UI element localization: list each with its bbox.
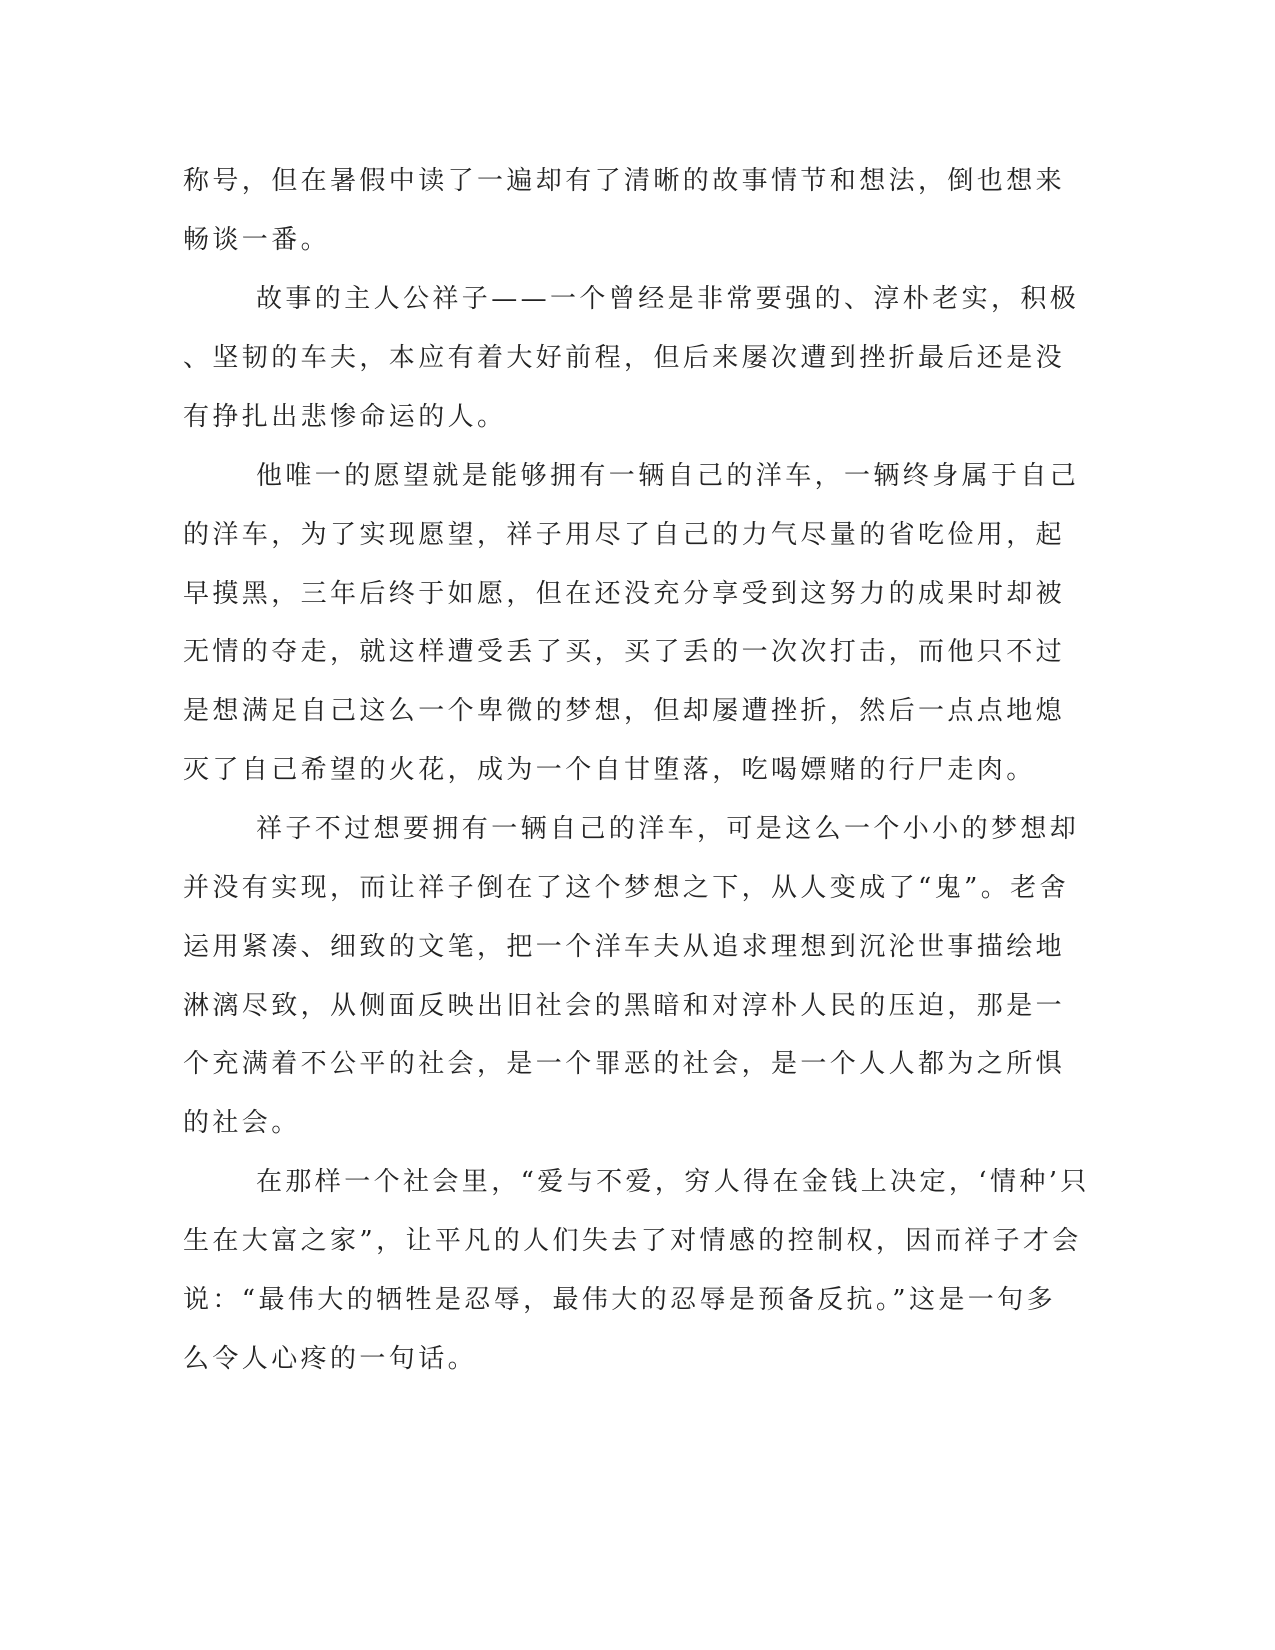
text-line: 无情的夺走，就这样遭受丢了买，买了丢的一次次打击，而他只不过 bbox=[183, 637, 1066, 667]
text-line: 是想满足自己这么一个卑微的梦想，但却屡遭挫折，然后一点点地熄 bbox=[183, 696, 1066, 726]
text-line: 的洋车，为了实现愿望，祥子用尽了自己的力气尽量的省吃俭用，起 bbox=[183, 520, 1066, 550]
text-line: 说：“最伟大的牺牲是忍辱，最伟大的忍辱是预备反抗。”这是一句多 bbox=[183, 1285, 1056, 1315]
text-line: 并没有实现，而让祥子倒在了这个梦想之下，从人变成了“鬼”。老舍 bbox=[183, 873, 1069, 903]
text-line: 有挣扎出悲惨命运的人。 bbox=[183, 402, 507, 432]
text-line: 生在大富之家”，让平凡的人们失去了对情感的控制权，因而祥子才会 bbox=[183, 1226, 1082, 1256]
text-line: 畅谈一番。 bbox=[183, 225, 331, 255]
paragraph-first-line: 祥子不过想要拥有一辆自己的洋车，可是这么一个小小的梦想却 bbox=[256, 814, 1080, 844]
paragraph-first-line: 在那样一个社会里，“爱与不爱，穷人得在金钱上决定，‘情种’只 bbox=[256, 1167, 1090, 1197]
text-line: 淋漓尽致，从侧面反映出旧社会的黑暗和对淳朴人民的压迫，那是一 bbox=[183, 991, 1066, 1021]
paragraph-first-line: 他唯一的愿望就是能够拥有一辆自己的洋车，一辆终身属于自己 bbox=[256, 461, 1080, 491]
text-line: 么令人心疼的一句话。 bbox=[183, 1344, 478, 1374]
text-line: 早摸黑，三年后终于如愿，但在还没充分享受到这努力的成果时却被 bbox=[183, 579, 1066, 609]
paragraph-first-line: 故事的主人公祥子——一个曾经是非常要强的、淳朴老实，积极 bbox=[256, 284, 1080, 314]
text-line: 称号，但在暑假中读了一遍却有了清晰的故事情节和想法，倒也想来 bbox=[183, 166, 1066, 196]
text-line: 灭了自己希望的火花，成为一个自甘堕落，吃喝嫖赌的行尸走肉。 bbox=[183, 755, 1036, 785]
text-line: 的社会。 bbox=[183, 1108, 301, 1138]
text-line: 个充满着不公平的社会，是一个罪恶的社会，是一个人人都为之所惧 bbox=[183, 1049, 1066, 1079]
text-line: 运用紧凑、细致的文笔，把一个洋车夫从追求理想到沉沦世事描绘地 bbox=[183, 932, 1066, 962]
text-line: 、坚韧的车夫，本应有着大好前程，但后来屡次遭到挫折最后还是没 bbox=[183, 343, 1066, 373]
